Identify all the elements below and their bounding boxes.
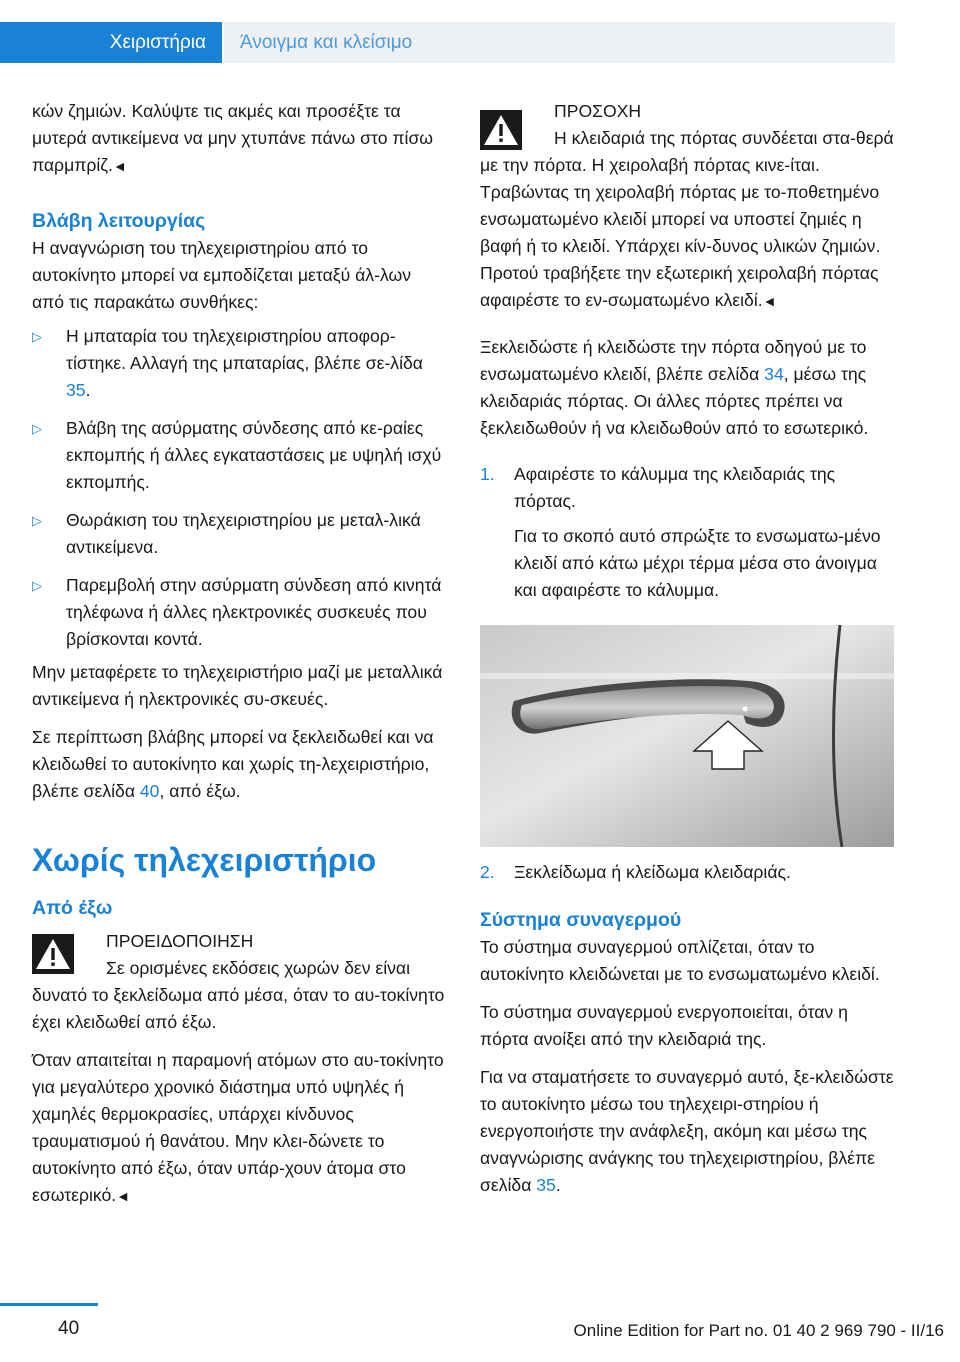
step-number: 1. [480, 464, 495, 484]
step-number: 2. [480, 862, 495, 882]
page-link[interactable]: 35 [536, 1175, 556, 1195]
page-header [0, 0, 960, 64]
list-item [32, 323, 446, 404]
triangle-bullet-icon: ▷ [32, 578, 42, 593]
section-title: Χωρίς τηλεχειριστήριο [32, 842, 377, 878]
unlock-text-end: , μέσω της κλειδαριάς πόρτας. Οι άλλες πόρτες πρέπει να ξεκλειδωθούν ή να κλειδωθούν από το εσωτερικό. [480, 364, 869, 438]
step-text: Αφαιρέστε το κάλυμμα της κλειδαριάς της πόρτας. [514, 464, 836, 511]
intro-text: κών ζημιών. Καλύψτε τις ακμές και προσέξτε τα μυτερά αντικείμενα να μην χτυπάνε πάνω στο πίσω παρμπρίζ. [32, 101, 434, 175]
warning-block [32, 928, 446, 955]
alarm-text: Για να σταματήσετε το συναγερμό αυτό, ξε-κλειδώστε το αυτοκίνητο μέσω του τηλεχειρι-στηρίου ή ενεργοποιήστε την ανάφλεξη, ακόμη και μέσω της αναγνώρισης ανάγκης του τηλεχειριστηρίου, βλέπε σελίδα [480, 1067, 894, 1195]
bullet-list [32, 323, 446, 653]
end-mark: ◄ [116, 1188, 131, 1204]
caution-block [480, 98, 894, 125]
step-item [480, 859, 894, 886]
warning-label: ΠΡΟΕΙΔΟΠΟΙΗΣΗ [106, 931, 254, 951]
warning-icon [32, 934, 74, 974]
page-link[interactable]: 40 [139, 781, 160, 801]
warning-body: Όταν απαιτείται η παραμονή ατόμων στο αυ-τοκίνητο για μεγαλύτερο χρονικό διάστημα υπό υψηλές ή χαμηλές θερμοκρασίες, υπάρχει κίνδυνος τραυματισμού ή θανάτου. Μην κλει-δώνετε το αυτοκίνητο από έξω, όταν υπάρ-χουν άτομα στο εσωτερικό. [32, 1050, 444, 1205]
triangle-bullet-icon: ▷ [32, 513, 42, 528]
left-column [32, 98, 446, 1210]
caution-text [480, 125, 894, 315]
warning-text-2 [32, 1047, 446, 1210]
alarm-paragraph-1: Το σύστημα συναγερμού οπλίζεται, όταν το αυτοκίνητο κλειδώνεται με το ενσωματωμένο κλειδί. [480, 937, 880, 984]
case-text-end: , από έξω. [159, 781, 241, 801]
page-link[interactable]: 34 [764, 364, 784, 384]
bullet-text: Η μπαταρία του τηλεχειριστηρίου αποφορ-τίστηκε. Αλλαγή της μπαταρίας, βλέπε σε-λίδα [66, 326, 423, 373]
end-mark: ◄ [762, 293, 777, 309]
case-text: Σε περίπτωση βλάβης μπορεί να ξεκλειδωθεί και να κλειδωθεί το αυτοκίνητο και χωρίς τη-λεχειριστήριο, βλέπε σελίδα [32, 727, 434, 801]
triangle-bullet-icon: ▷ [32, 421, 42, 436]
case-paragraph [32, 724, 446, 805]
section-tab[interactable]: Άνοιγμα και κλείσιμο [224, 22, 895, 63]
warning-text: Σε ορισμένες εκδόσεις χωρών δεν είναι δυνατό το ξεκλείδωμα από μέσα, όταν το αυ-τοκίνητο έχει κλειδωθεί από έξω. [32, 958, 445, 1032]
caution-label: ΠΡΟΣΟΧΗ [554, 101, 642, 121]
alarm-paragraph-2: Το σύστημα συναγερμού ενεργοποιείται, όταν η πόρτα ανοίξει από την κλειδαριά της. [480, 1002, 848, 1049]
alarm-heading: Σύστημα συναγερμού [480, 909, 682, 931]
bullet-text: Παρεμβολή στην ασύρματη σύνδεση από κινητά τηλέφωνα ή άλλες ηλεκτρονικές συσκευές που βρίσκονται κοντά. [66, 575, 442, 649]
bullet-text: Θωράκιση του τηλεχειριστηρίου με μεταλ-λικά αντικείμενα. [66, 510, 421, 557]
step-item [480, 461, 894, 604]
caution-icon [480, 110, 522, 150]
caution-body: Η κλειδαριά της πόρτας συνδέεται στα-θερά με την πόρτα. Η χειρολαβή πόρτας κινε-ίται. Τραβώντας τη χειρολαβή πόρτας με το-ποθετημένο ενσωματωμένο κλειδί μπορεί να υποστεί ζημιές η βαφή ή το κλειδί. Υπάρχει κίν-δυνος υλικών ζημιών. Προτού τραβήξετε την εξωτερική χειρολαβή πόρτας αφαιρέστε το εν-σωματωμένο κλειδί. [480, 128, 894, 310]
unlock-paragraph [480, 334, 894, 442]
step-subtext: Για το σκοπό αυτό σπρώξτε το ενσωματω-μένο κλειδί από κάτω μέχρι τέρμα μέσα στο άνοιγμα και αφαιρέστε το κάλυμμα. [514, 526, 881, 600]
intro-paragraph [32, 98, 446, 180]
alarm-paragraph-3 [480, 1064, 894, 1199]
list-item [32, 572, 446, 653]
triangle-bullet-icon: ▷ [32, 329, 42, 344]
bullet-end: . [85, 380, 91, 400]
step-text: Ξεκλείδωμα ή κλείδωμα κλειδαριάς. [514, 862, 791, 882]
alarm-text-end: . [555, 1175, 561, 1195]
malfunction-text: Η αναγνώριση του τηλεχειριστηρίου από το αυτοκίνητο μπορεί να εμποδίζεται μεταξύ άλ-λων από τις παρακάτω συνθήκες: [32, 238, 412, 312]
malfunction-heading: Βλάβη λειτουργίας [32, 210, 206, 232]
edition-note: Online Edition for Part no. 01 40 2 969 790 - II/16 [573, 1321, 944, 1340]
unlock-text: Ξεκλειδώστε ή κλειδώστε την πόρτα οδηγού με το ενσωματωμένο κλειδί, βλέπε σελίδα [480, 337, 867, 384]
bullet-text: Βλάβη της ασύρματης σύνδεσης από κε-ραίες εκπομπής ή άλλες εγκαταστάσεις με υψηλή ισχύ εκπομπής. [66, 418, 442, 492]
door-handle-illustration [480, 625, 894, 847]
subheading-outside: Από έξω [32, 897, 113, 919]
page-link[interactable]: 35 [66, 380, 86, 400]
page-number: 40 [58, 1318, 80, 1339]
footer-rule [0, 1303, 98, 1306]
right-column [480, 98, 894, 1199]
end-mark: ◄ [112, 158, 127, 174]
chapter-tab[interactable]: Χειριστήρια [0, 22, 222, 63]
list-item [32, 507, 446, 561]
carry-paragraph: Μην μεταφέρετε το τηλεχειριστήριο μαζί με μεταλλικά αντικείμενα ή ηλεκτρονικές συ-σκευές. [32, 662, 443, 709]
door-handle-image [480, 625, 894, 847]
list-item [32, 415, 446, 496]
